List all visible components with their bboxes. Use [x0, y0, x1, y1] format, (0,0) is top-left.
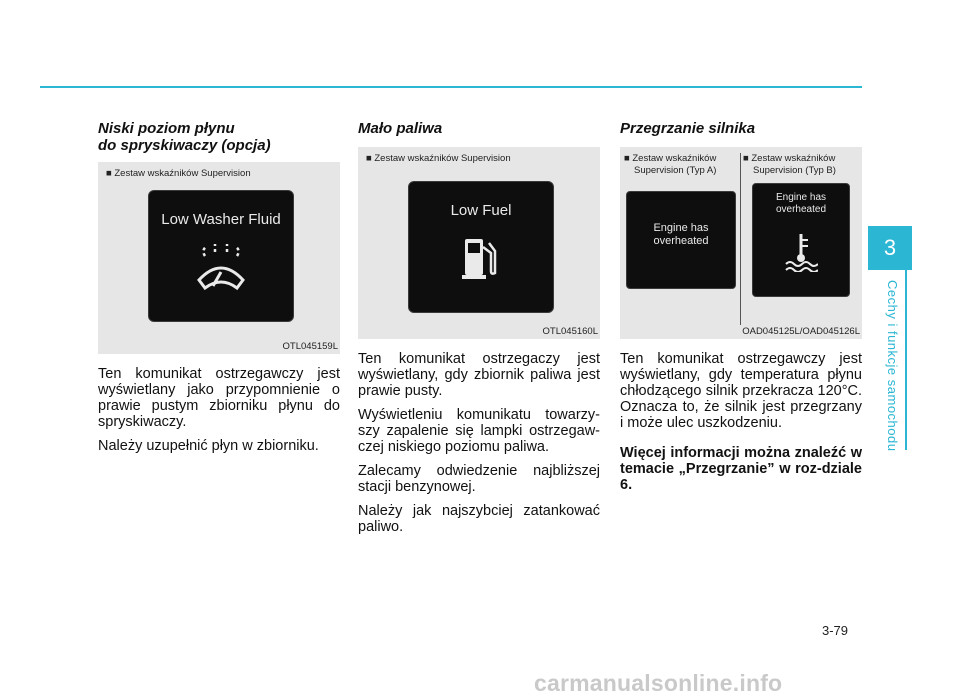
fuel-pump-icon	[459, 233, 503, 283]
display-message: Low Washer Fluid	[161, 211, 281, 228]
caption-b-line1: ■ Zestaw wskaźników	[743, 153, 836, 164]
caption-a-line1: ■ Zestaw wskaźników	[624, 153, 717, 164]
washer-fluid-icon	[191, 242, 251, 294]
body-paragraph: Zalecamy odwiedzenie najbliższej stacji benzynowej.	[358, 463, 600, 495]
figure-caption: ■ Zestaw wskaźników Supervision	[366, 153, 511, 164]
body-paragraph: Ten komunikat ostrzegaczy jest wyświetlany, gdy zbiornik paliwa jest prawie pusty.	[358, 351, 600, 399]
figure-code: OAD045125L/OAD045126L	[742, 326, 860, 337]
display-a-line2: overheated	[653, 235, 709, 247]
caption-a-line2: Supervision (Typ A)	[634, 165, 717, 176]
chapter-side-line	[905, 270, 907, 450]
cluster-display-type-b	[752, 183, 850, 297]
figure-caption: ■ Zestaw wskaźników Supervision	[106, 168, 251, 179]
cluster-display	[148, 190, 294, 322]
display-message-a	[627, 222, 735, 248]
figure-caption-b	[743, 153, 836, 177]
section-title: Przegrzanie silnika	[620, 120, 756, 137]
body-paragraph: Wyświetleniu komunikatu towarzy-szy zapalenie się lampki ostrzegaw-czej niskiego poziomu paliwa.	[358, 407, 600, 455]
top-rule	[40, 86, 862, 88]
figure-panel	[620, 147, 862, 339]
watermark: carmanualsonline.info	[534, 670, 783, 696]
section-title: Mało paliwa	[358, 120, 443, 137]
display-message: Low Fuel	[450, 202, 512, 219]
section-low-fuel	[358, 120, 600, 543]
chapter-title: Cechy i funkcje samochodu	[885, 280, 900, 452]
display-a-line1: Engine has	[653, 222, 709, 234]
figure-divider	[740, 153, 741, 325]
body-paragraph: Należy jak najszybciej zatankować paliwo.	[358, 503, 600, 535]
section-title	[98, 120, 340, 154]
display-b-line1: Engine has	[775, 192, 827, 203]
figure-caption-a	[624, 153, 716, 177]
reference-note: Więcej informacji można znaleźć w temacie „Przegrzanie” w roz-dziale 6.	[620, 445, 862, 493]
display-message-b	[753, 192, 849, 216]
section-title-line1: Niski poziom płynu	[98, 120, 235, 137]
page-number: 3-79	[822, 623, 849, 638]
body-paragraph: Ten komunikat ostrzegawczy jest wyświetlany, gdy temperatura płynu chłodzącego silnik przekracza 120°C. Oznacza to, że silnik jest przegrzany i może ulec uszkodzeniu.	[620, 351, 862, 431]
cluster-display-type-a	[626, 191, 736, 289]
body-paragraph: Należy uzupełnić płyn w zbiorniku.	[98, 438, 319, 454]
section-engine-overheated	[620, 120, 862, 501]
caption-b-line2: Supervision (Typ B)	[753, 165, 836, 176]
cluster-display	[408, 181, 554, 313]
body-paragraph: Ten komunikat ostrzegawczy jest wyświetlany jako przypomnienie o prawie pustym zbiorniku płynu do spryskiwaczy.	[98, 366, 340, 430]
coolant-temperature-icon	[784, 232, 818, 272]
figure-code: OTL045160L	[542, 326, 598, 337]
figure-panel	[98, 162, 340, 354]
chapter-number-tab: 3	[868, 226, 912, 270]
figure-code: OTL045159L	[282, 341, 338, 352]
display-b-line2: overheated	[775, 204, 827, 215]
figure-panel	[358, 147, 600, 339]
section-title-line2: do spryskiwaczy (opcja)	[98, 137, 271, 154]
section-low-washer-fluid	[98, 120, 340, 462]
